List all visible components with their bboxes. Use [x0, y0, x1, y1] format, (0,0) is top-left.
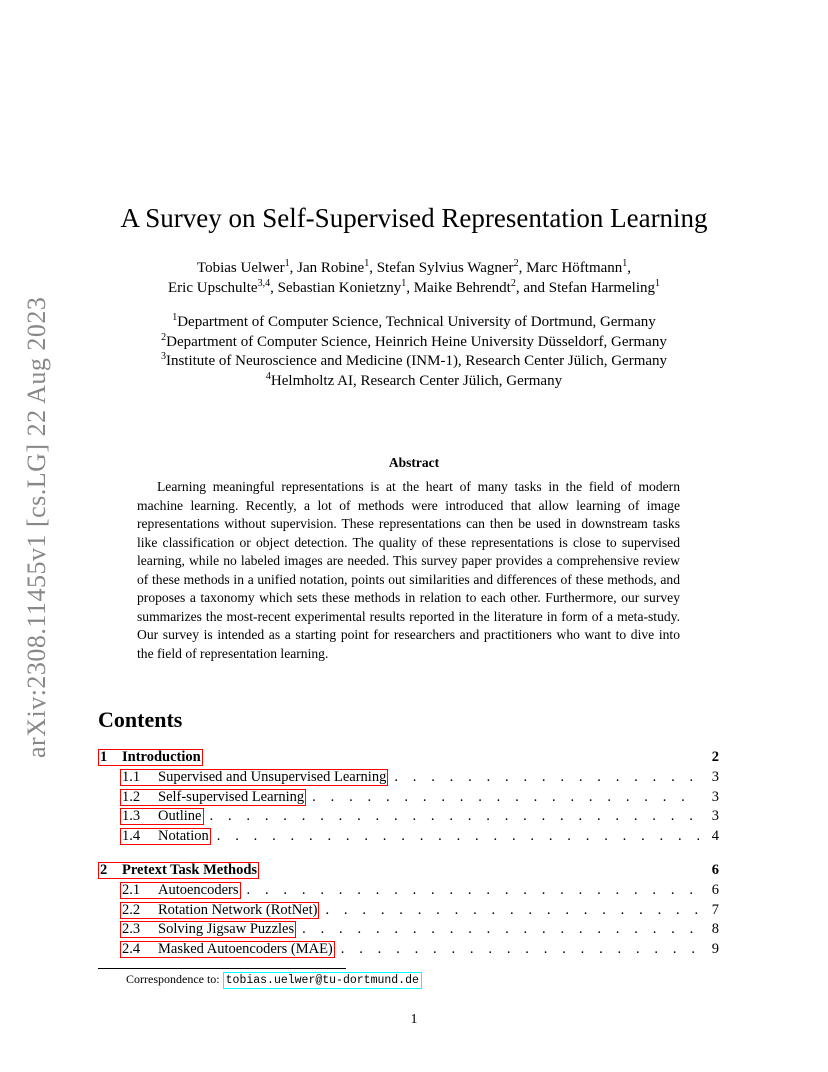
affiliation: $^1$Department of Computer Science, Technical University of Dortmund, Germany [172, 312, 656, 330]
arxiv-identifier: arXiv:2308.11455v1 [cs.LG] 22 Aug 2023 [22, 296, 51, 758]
toc-link-supervised-unsupervised[interactable]: 1.1 Supervised and Unsupervised Learning [122, 768, 387, 785]
toc-link-notation[interactable]: 1.4 Notation [122, 828, 209, 845]
page-number: 1 [410, 1012, 418, 1027]
author: Tobias Uelwer$^1$ [196, 258, 290, 276]
email-link[interactable]: tobias.uelwer@tu-dortmund.de [223, 972, 422, 989]
affiliation: $^2$Department of Computer Science, Heinrich Heine University Düsseldorf, Germany [161, 331, 667, 350]
toc-subsection [98, 882, 719, 902]
leader-dots [296, 921, 699, 938]
toc-section [98, 862, 719, 882]
abstract-heading: Abstract [388, 455, 440, 470]
leader-dots [306, 789, 699, 806]
toc-section [98, 749, 719, 769]
toc-page-number: 4 [711, 828, 719, 845]
toc-subsection [98, 828, 719, 848]
toc-subsection [98, 789, 719, 809]
toc-link-jigsaw[interactable]: 2.3 Solving Jigsaw Puzzles [122, 921, 295, 938]
author: Stefan Sylvius Wagner$^2$ [376, 258, 519, 276]
affiliation: $^3$Institute of Neuroscience and Medicine (INM-1), Research Center Jülich, Germany [160, 351, 668, 369]
toc-link-outline[interactable]: 1.3 Outline [122, 808, 202, 825]
toc-subsection [98, 769, 719, 789]
toc-page-number: 2 [711, 749, 719, 765]
leader-dots [204, 808, 700, 825]
toc-page-number: 9 [711, 941, 719, 958]
toc-page-number: 3 [711, 808, 719, 825]
toc-subsection [98, 921, 719, 941]
toc-link-self-supervised[interactable]: 1.2 Self-supervised Learning [122, 788, 305, 805]
footnote-rule [98, 968, 346, 969]
affiliation-list [0, 313, 828, 391]
paper-title: A Survey on Self-Supervised Representation Learning [120, 203, 708, 233]
toc-subsection [98, 941, 719, 961]
toc-link-introduction[interactable]: 1 Introduction [100, 749, 201, 765]
table-of-contents [98, 749, 719, 961]
contents-heading: Contents [98, 707, 183, 732]
author: Marc Höftmann$^1$ [526, 258, 628, 276]
toc-subsection [98, 808, 719, 828]
toc-page-number: 7 [711, 901, 719, 918]
affiliation: $^4$Helmholtz AI, Research Center Jülich, Germany [265, 370, 563, 389]
toc-link-rotnet[interactable]: 2.2 Rotation Network (RotNet) [122, 901, 318, 918]
toc-page-number: 6 [711, 881, 719, 898]
leader-dots [388, 769, 699, 786]
toc-page-number: 3 [711, 788, 719, 805]
author: Jan Robine$^1$ [297, 258, 370, 276]
toc-page-number: 3 [711, 768, 719, 785]
author: Eric Upschulte$^{3,4}$ [168, 278, 271, 296]
leader-dots [319, 902, 699, 919]
toc-link-pretext-task-methods[interactable]: 2 Pretext Task Methods [100, 861, 258, 878]
toc-subsection [98, 902, 719, 922]
leader-dots [241, 882, 699, 899]
toc-link-autoencoders[interactable]: 2.1 Autoencoders [122, 881, 239, 898]
toc-page-number: 6 [711, 861, 719, 878]
author-list: Tobias Uelwer$^1$, Jan Robine$^1$, Stefan Sylvius Wagner$^2$, Marc Höftmann$^1$, Eric Upschulte$^{3,4}$, Sebastian Konietzny$^1$, Maike Behrendt$^2$, and Stefan Harmeling$^1$ [168, 258, 660, 296]
author: Stefan Harmeling$^1$ [548, 278, 660, 296]
toc-page-number: 8 [711, 921, 719, 938]
leader-dots [211, 828, 699, 845]
footnote: Correspondence to: tobias.uelwer@tu-dortmund.de [126, 972, 422, 987]
toc-link-mae[interactable]: 2.4 Masked Autoencoders (MAE) [122, 941, 333, 958]
author: Sebastian Konietzny$^1$ [277, 278, 407, 296]
leader-dots [335, 941, 699, 958]
author: Maike Behrendt$^2$ [413, 278, 516, 296]
abstract-body: Learning meaningful representations is at the heart of many tasks in the field of modern machine learning. Recently, a lot of methods were introduced that allow learning of image representations without supervision. These representations can then be used in downstream tasks like classification or object detection. The quality of these representations is close to supervised learning, while no labeled images are needed. This survey paper provides a comprehensive review of these methods in a unified notation, points out similarities and differences of these methods, and proposes a taxonomy which sets these methods in relation to each other. Furthermore, our survey summarizes the most-recent experimental results reported in the literature in form of a meta-study. Our survey is intended as a starting point for researchers and practitioners who want to dive into the field of representation learning. [137, 479, 680, 661]
